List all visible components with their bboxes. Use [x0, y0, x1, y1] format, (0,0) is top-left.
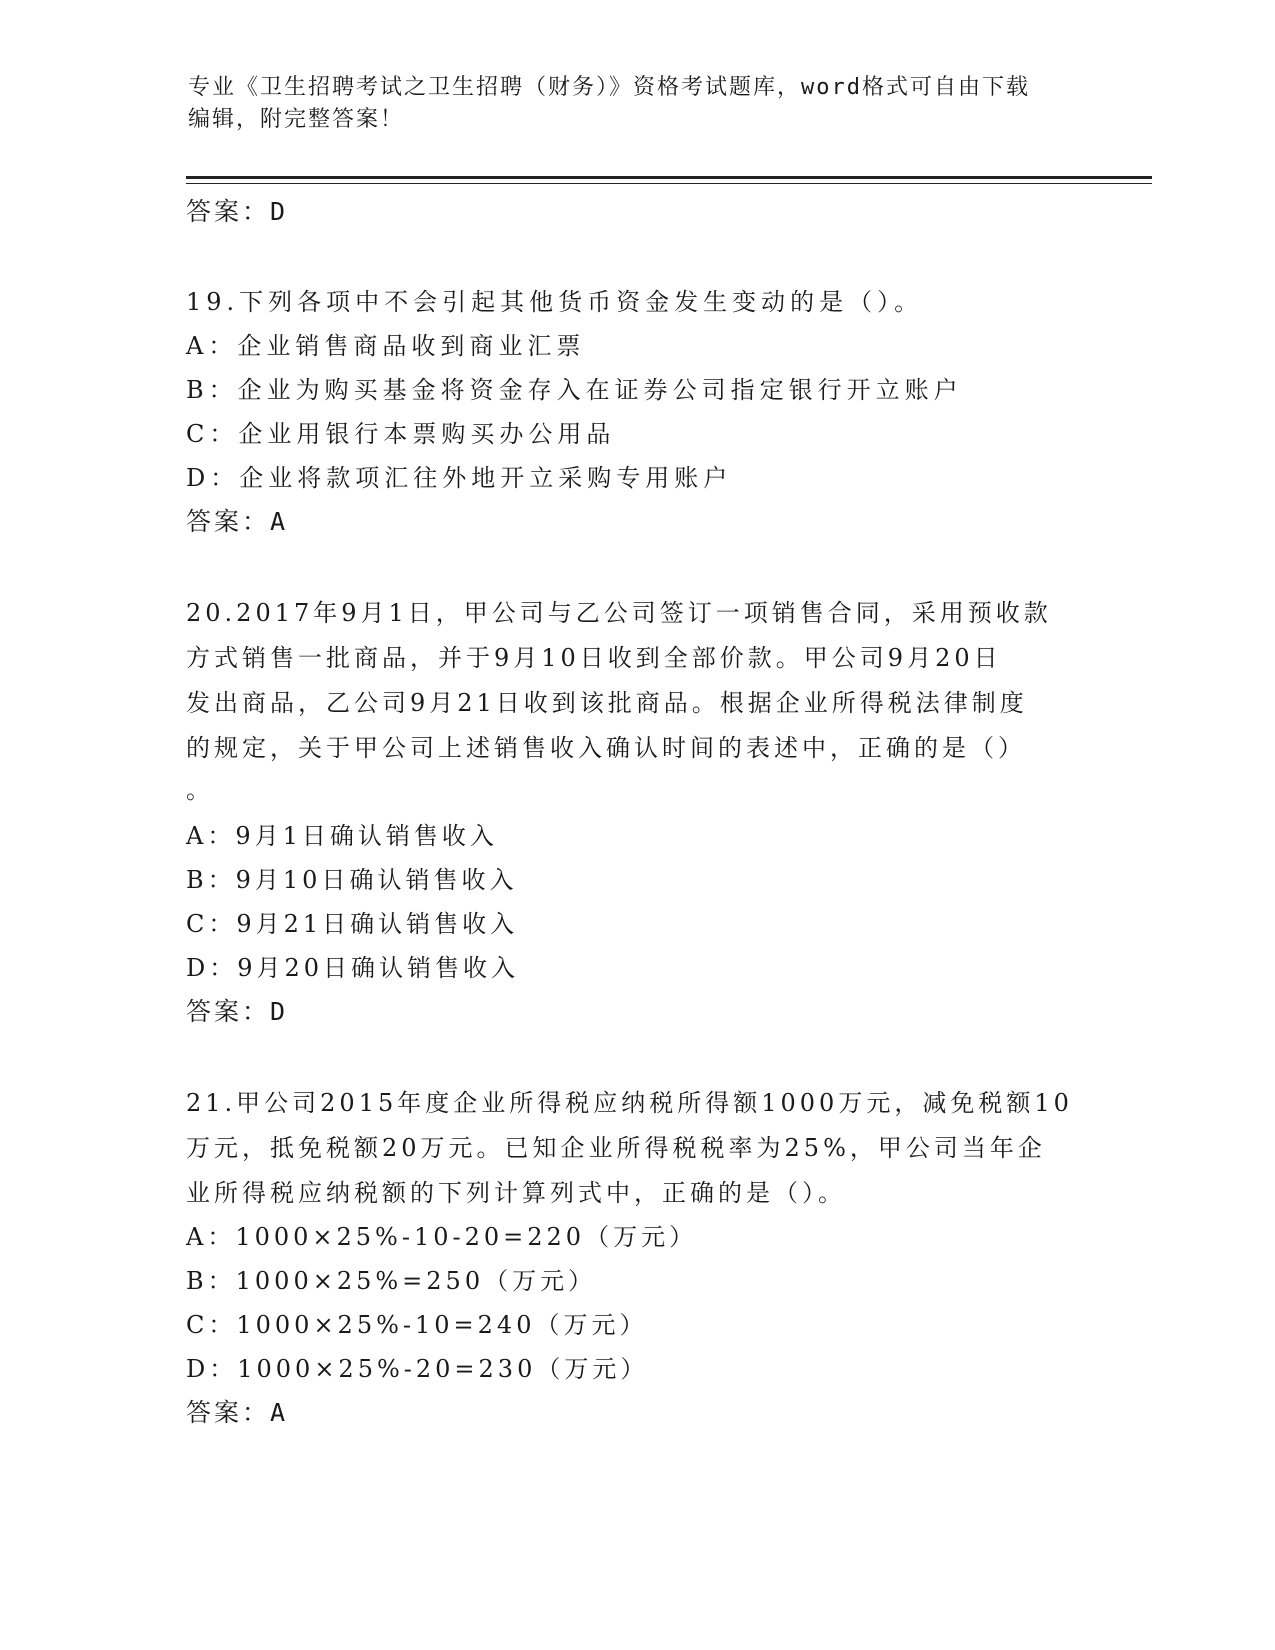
question-21-stem-line-3: 业所得税应纳税额的下列计算列式中，正确的是（）。 [186, 1179, 846, 1207]
question-20-option-d: D：9月20日确认销售收入 [186, 954, 520, 982]
question-21-option-a: A：1000×25%-10-20=220（万元） [186, 1223, 698, 1251]
question-19-stem: 19.下列各项中不会引起其他货币资金发生变动的是（）。 [186, 288, 924, 316]
question-19-option-b: B：企业为购买基金将资金存入在证券公司指定银行开立账户 [186, 376, 963, 404]
question-20-answer: 答案：D [186, 997, 289, 1026]
question-20-option-a: A：9月1日确认销售收入 [186, 822, 498, 850]
question-21-answer: 答案：A [186, 1398, 289, 1427]
page-header [188, 72, 1088, 136]
question-19-option-a: A：企业销售商品收到商业汇票 [186, 332, 586, 360]
question-20-option-b: B：9月10日确认销售收入 [186, 866, 518, 894]
question-21-option-b: B：1000×25%=250（万元） [186, 1267, 597, 1295]
question-20-stem-line-5: 。 [186, 776, 214, 804]
question-20-stem-line-2: 方式销售一批商品，并于9月10日收到全部价款。甲公司9月20日 [186, 644, 1002, 672]
question-21-option-d: D：1000×25%-20=230（万元） [186, 1355, 649, 1383]
question-21-stem-line-1: 21.甲公司2015年度企业所得税应纳税所得额1000万元，减免税额10 [186, 1089, 1073, 1117]
question-19-option-d: D：企业将款项汇往外地开立采购专用账户 [186, 464, 733, 492]
question-21-stem-line-2: 万元，抵免税额20万元。已知企业所得税税率为25%，甲公司当年企 [186, 1134, 1046, 1162]
header-rule-thin [186, 183, 1152, 184]
question-20-option-c: C：9月21日确认销售收入 [186, 910, 519, 938]
question-20-stem-line-4: 的规定，关于甲公司上述销售收入确认时间的表述中，正确的是（） [186, 734, 1026, 762]
header-line-1: 专业《卫生招聘考试之卫生招聘（财务）》资格考试题库，word格式可自由下载 [188, 75, 1030, 100]
header-rule-thick [186, 176, 1152, 179]
header-line-2: 编辑，附完整答案！ [188, 107, 405, 132]
question-20-stem-line-3: 发出商品，乙公司9月21日收到该批商品。根据企业所得税法律制度 [186, 689, 1028, 717]
question-20-stem-line-1: 20.2017年9月1日，甲公司与乙公司签订一项销售合同，采用预收款 [186, 599, 1052, 627]
question-19-option-c: C：企业用银行本票购买办公用品 [186, 420, 616, 448]
question-21-option-c: C：1000×25%-10=240（万元） [186, 1311, 648, 1339]
question-19-answer: 答案：A [186, 507, 289, 536]
answer-previous: 答案：D [186, 197, 289, 226]
